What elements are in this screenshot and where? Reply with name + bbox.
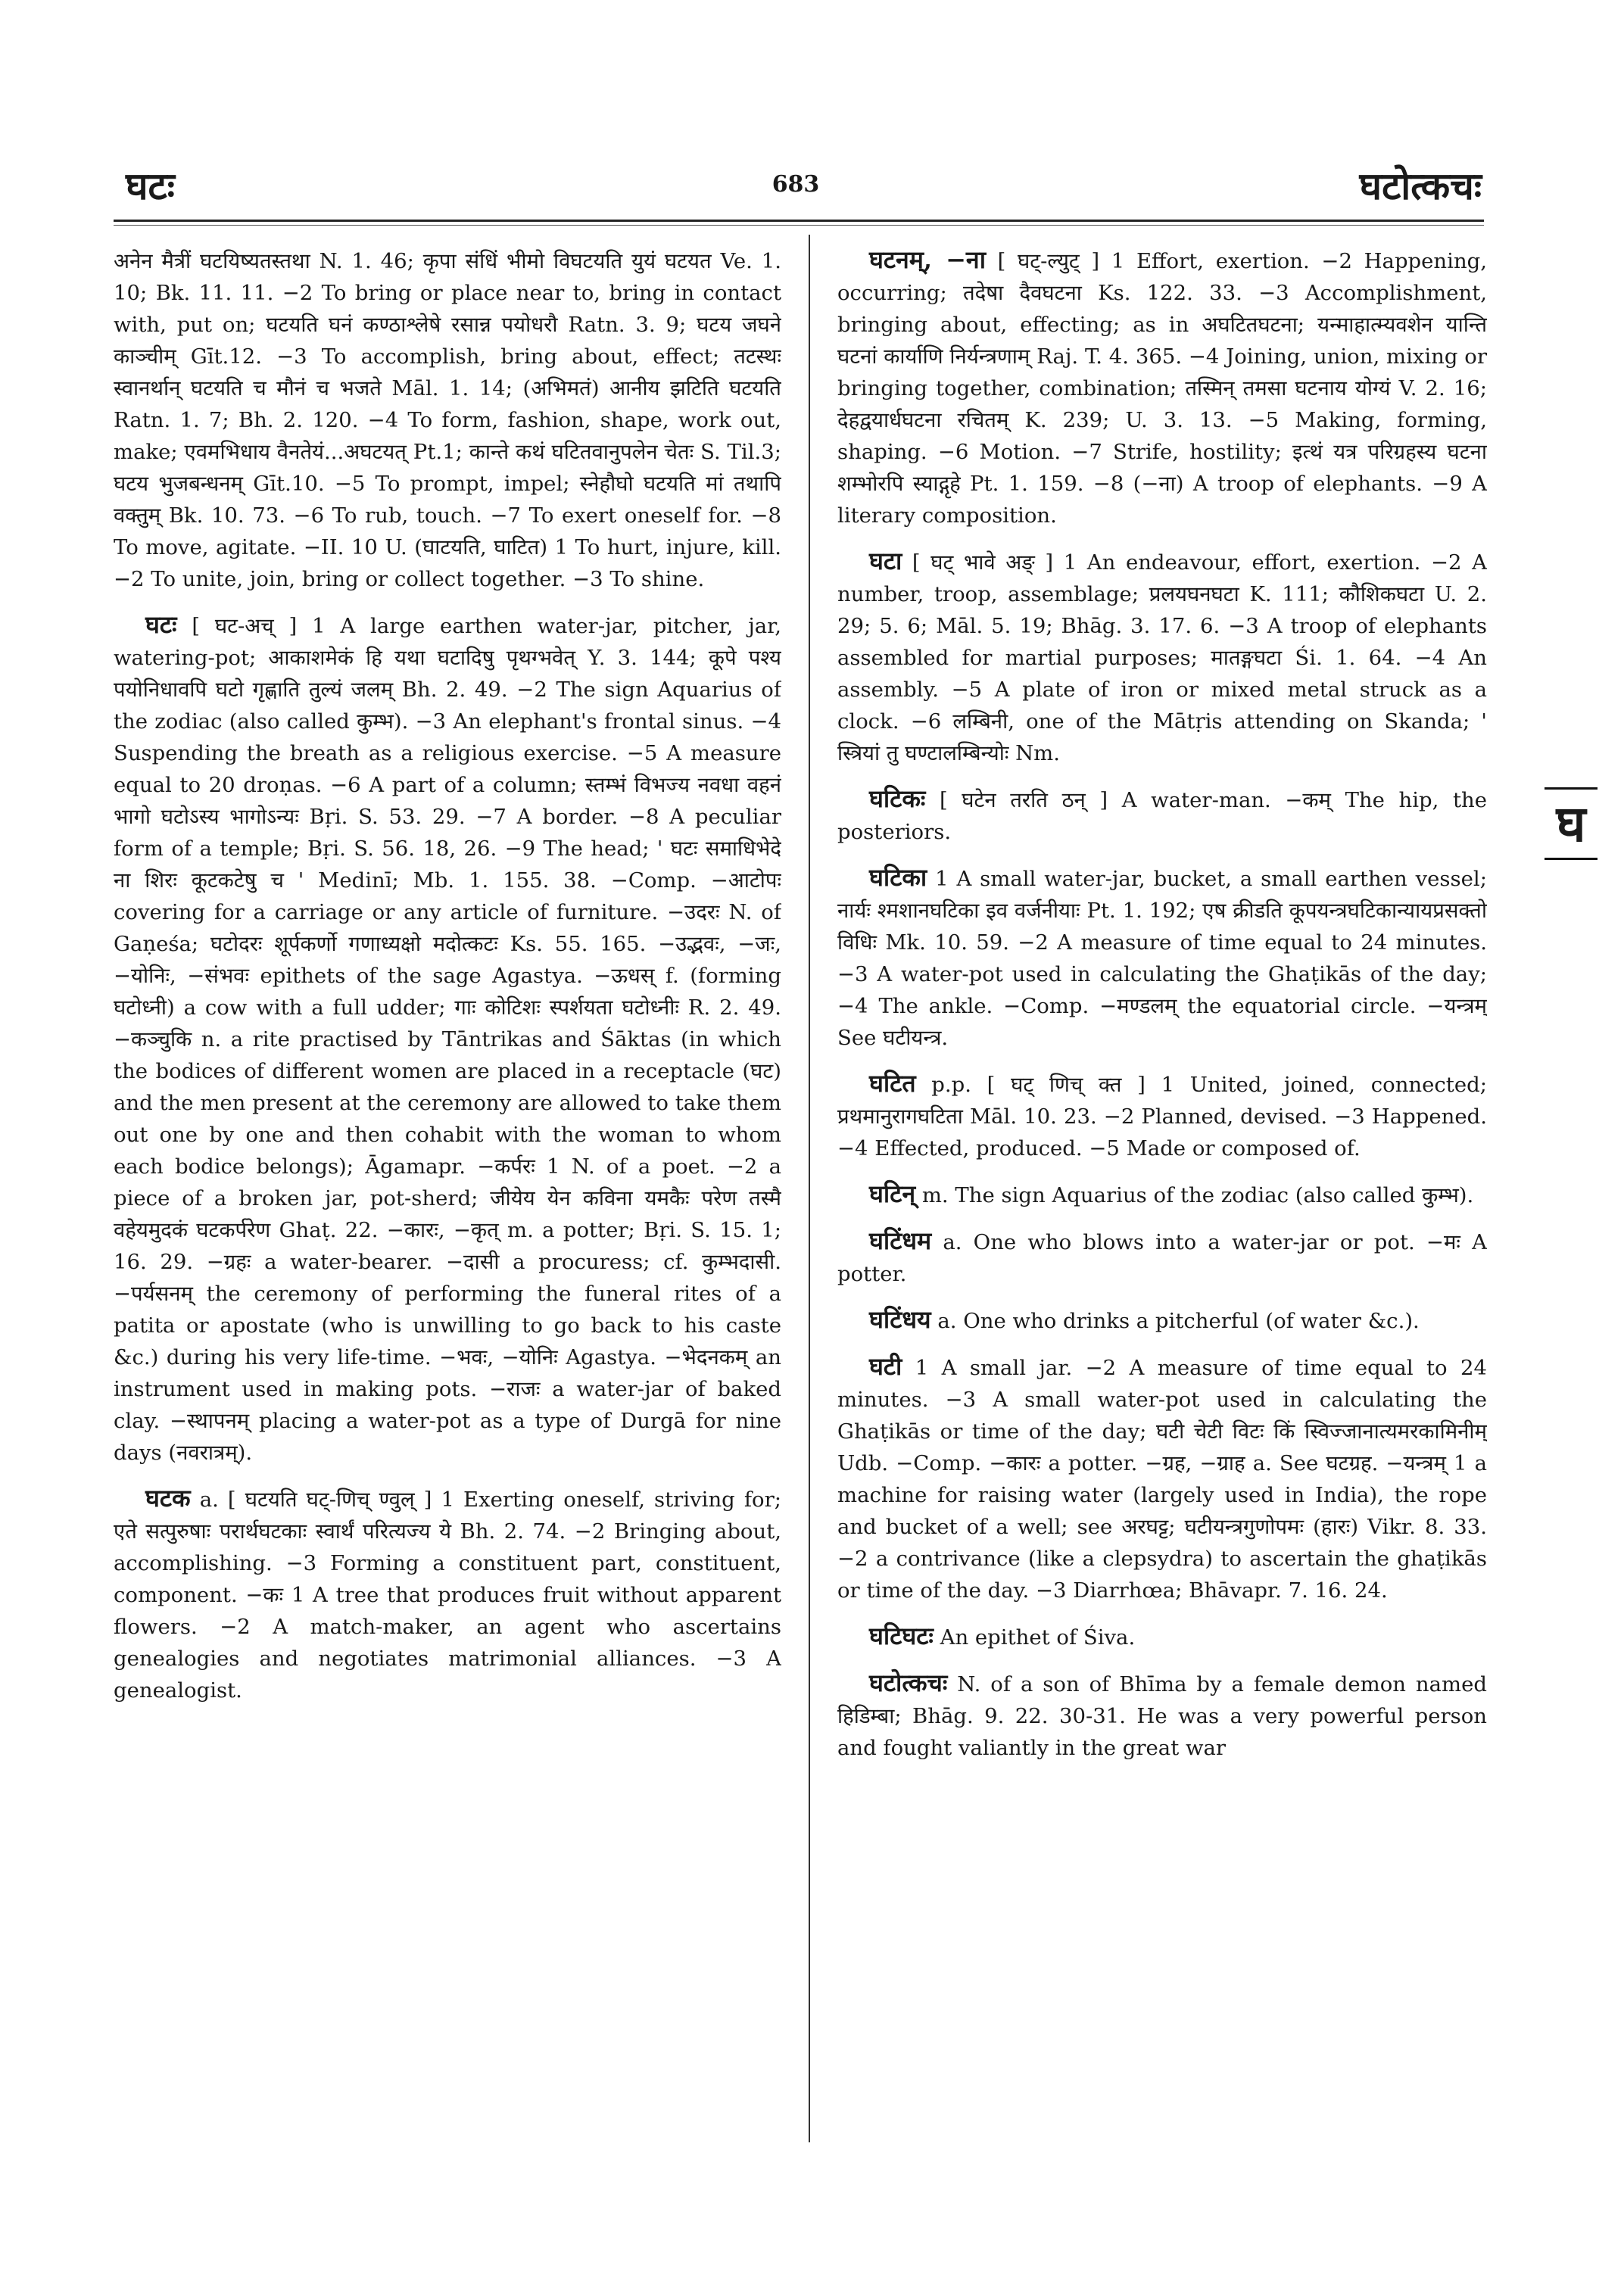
header-right-headword: घटोत्कचः — [1359, 164, 1482, 208]
entry-text: [ घट्-ल्युट् ] 1 Effort, exertion. −2 Happening, occurring; तदेषा दैवघटना Ks. 122. 33. −3 Accomplishment, bringing about, effecting; as in अघटितघटना; यन्माहात्म्यवशेन यान्ति घटनां कार्याणि निर्यन्त्रणाम् Raj. T. 4. 365. −4 Joining, union, mixing or bringing together, combination; तस्मिन् तमसा घटनाय योग्यं V. 2. 16; देहद्वयार्धघटना रचितम् K. 239; U. 3. 13. −5 Making, forming, shaping. −6 Motion. −7 Strife, hostility; इत्थं यत्र परिग्रहस्य घटना शम्भोरपि स्याद्गृहे Pt. 1. 159. −8 (−ना) A troop of elephants. −9 A literary composition. — [837, 249, 1487, 528]
entry-text: [ घटेन तरति ठन् ] A water-man. −कम् The hip, the posteriors. — [837, 788, 1487, 844]
header-rule-thin — [114, 225, 1484, 226]
dictionary-entry — [114, 244, 781, 595]
dictionary-entry — [837, 1304, 1487, 1337]
dictionary-entry — [837, 1620, 1487, 1653]
entry-headword: घटिन् — [869, 1179, 916, 1208]
entry-headword: घटिघटः — [869, 1622, 934, 1650]
dictionary-entry — [837, 244, 1487, 531]
entry-headword: घटी — [869, 1352, 902, 1381]
entry-headword: घटनम्, −ना — [869, 245, 986, 274]
entry-headword: घटा — [869, 547, 902, 575]
entry-headword: घटः — [145, 610, 177, 639]
column-divider — [809, 235, 810, 2142]
entry-text: An epithet of Śiva. — [940, 1625, 1136, 1650]
entry-text: [ घट-अच् ] 1 A large earthen water-jar, pitcher, jar, watering-pot; आकाशमेकं हि यथा घटादिषु पृथग्भवेत् Y. 3. 144; कूपे पश्य पयोनिधावपि घटो गृह्णाति तुल्यं जलम् Bh. 2. 49. −2 The sign Aquarius of the zodiac (also called कुम्भ). −3 An elephant's frontal sinus. −4 Suspending the breath as a religious exercise. −5 A measure equal to 20 droṇas. −6 A part of a column; स्तम्भं विभज्य नवधा वहनं भागो घटोऽस्य भागोऽन्यः Bṛi. S. 53. 29. −7 A border. −8 A peculiar form of a temple; Bṛi. S. 56. 18, 26. −9 The head; ' घटः समाधिभेदे ना शिरः कूटकटेषु च ' Medinī; Mb. 1. 155. 38. −Comp. −आटोपः covering for a carriage or any article of furniture. −उदरः N. of Gaṇeśa; घटोदरः शूर्पकर्णो गणाध्यक्षो मदोत्कटः Ks. 55. 165. −उद्भवः, −जः, −योनिः, −संभवः epithets of the sage Agastya. −ऊधस् f. (forming घटोध्नी) a cow with a full udder; गाः कोटिशः स्पर्शयता घटोध्नीः R. 2. 49. −कञ्चुकि n. a rite practised by Tāntrikas and Śāktas (in which the bodices of different women are placed in a receptacle (घट) and the men present at the ceremony are allowed to take them out one by one and then cohabit with the woman to whom each bodice belongs); Āgamapr. −कर्परः 1 N. of a poet. −2 a piece of a broken jar, pot-sherd; जीयेय येन कविना यमकैः परेण तस्मै वहेयमुदकं घटकर्परेण Ghaṭ. 22. −कारः, −कृत् m. a potter; Bṛi. S. 15. 1; 16. 29. −ग्रहः a water-bearer. −दासी a procuress; cf. कुम्भदासी. −पर्यसनम् the ceremony of performing the funeral rites of a patita or apostate (who is unwilling to go back to his caste &c.) during his very life-time. −भवः, −योनिः Agastya. −भेदनकम् an instrument used in making pots. −राजः a water-jar of baked clay. −स्थापनम् placing a water-pot as a type of Durgā for nine days (नवरात्रम्). — [114, 614, 781, 1465]
entry-text: p.p. [ घट् णिच् क्त ] 1 United, joined, connected; प्रथमानुरागघटिता Māl. 10. 23. −2 Planned, devised. −3 Happened. −4 Effected, produced. −5 Made or composed of. — [837, 1073, 1487, 1161]
entry-headword: घटिकः — [869, 784, 926, 813]
entry-headword: घटिंधय — [869, 1305, 931, 1334]
dictionary-entry — [114, 1482, 781, 1706]
entry-text: अनेन मैत्रीं घटयिष्यतस्तथा N. 1. 46; कृपा संधिं भीमो विघटयति युयं घटयत Ve. 1. 10; Bk. 11. 11. −2 To bring or place near to, bring in contact with, put on; घटयति घनं कण्ठाश्लेषे रसान्न पयोधरौ Ratn. 3. 9; घटय जघने काञ्चीम् Gīt.12. −3 To accomplish, bring about, effect; तटस्थः स्वानर्थान् घटयति च मौनं च भजते Māl. 1. 14; (अभिमतं) आनीय झटिति घटयति Ratn. 1. 7; Bh. 2. 120. −4 To form, fashion, shape, work out, make; एवमभिधाय वैनतेयं...अघटयत् Pt.1; कान्ते कथं घटितवानुपलेन चेतः S. Til.3; घटय भुजबन्धनम् Gīt.10. −5 To prompt, impel; स्नेहौघो घटयति मां तथापि वक्तुम् Bk. 10. 73. −6 To rub, touch. −7 To exert oneself for. −8 To move, agitate. −II. 10 U. (घाटयति, घाटित) 1 To hurt, injure, kill. −2 To unite, join, bring or collect together. −3 To shine. — [114, 249, 781, 591]
entry-text: m. The sign Aquarius of the zodiac (also called कुम्भ). — [921, 1183, 1474, 1207]
header-rule — [114, 220, 1484, 222]
entry-headword: घटिंधम — [869, 1226, 932, 1255]
dictionary-entry — [837, 545, 1487, 769]
dictionary-entry — [837, 1178, 1487, 1211]
entry-headword: घटिका — [869, 863, 927, 892]
dictionary-entry — [837, 861, 1487, 1054]
right-column — [837, 244, 1487, 2151]
dictionary-entry — [837, 1351, 1487, 1606]
left-column — [114, 244, 781, 2151]
entry-text: [ घट् भावे अङ् ] 1 An endeavour, effort, exertion. −2 A number, troop, assemblage; प्रलयघनघटा K. 111; कौशिकघटा U. 2. 29; 5. 6; Māl. 5. 19; Bhāg. 3. 17. 6. −3 A troop of elephants assembled for martial purposes; मातङ्गघटा Śi. 1. 64. −4 An assembly. −5 A plate of iron or mixed metal struck as a clock. −6 लम्बिनी, one of the Mātṛis attending on Skanda; ' स्त्रियां तु घण्टालम्बिन्योः Nm. — [837, 550, 1487, 765]
dictionary-entry — [837, 1225, 1487, 1290]
page-number: 683 — [771, 171, 820, 198]
entry-text: a. One who drinks a pitcherful (of water &c.). — [937, 1309, 1420, 1333]
dictionary-entry — [114, 609, 781, 1469]
entry-text: 1 A small jar. −2 A measure of time equal to 24 minutes. −3 A small water-pot used in calculating the Ghaṭikās or time of the day; घटी चेटी विटः किं स्विज्जानात्यमरकामिनीम् Udb. −Comp. −कारः a potter. −ग्रह, −ग्राह a. See घटग्रह. −यन्त्रम् 1 a machine for raising water (largely used in India), the rope and bucket of a well; see अरघट्ट; घटीयन्त्रगुणोपमः (हारः) Vikr. 8. 33. −2 a contrivance (like a clepsydra) to ascertain the ghaṭikās or time of the day. −3 Diarrhœa; Bhāvapr. 7. 16. 24. — [837, 1356, 1487, 1603]
entry-text: 1 A small water-jar, bucket, a small earthen vessel; नार्यः श्मशानघटिका इव वर्जनीयाः Pt. 1. 192; एष क्रीडति कूपयन्त्रघटिकान्यायप्रसक्तो विधिः Mk. 10. 59. −2 A measure of time equal to 24 minutes. −3 A water-pot used in calculating the Ghaṭikās of the day; −4 The ankle. −Comp. −मण्डलम् the equatorial circle. −यन्त्रम् See घटीयन्त्र. — [837, 867, 1487, 1050]
entry-text: N. of a son of Bhīma by a female demon named हिडिम्बा; Bhāg. 9. 22. 30-31. He was a very powerful person and fought valiantly in the great war — [837, 1672, 1487, 1760]
header-left-headword: घटः — [126, 164, 175, 208]
entry-text: a. [ घटयति घट्-णिच् ण्वुल् ] 1 Exerting oneself, striving for; एते सत्पुरुषाः परार्थघटकाः स्वार्थं परित्यज्य ये Bh. 2. 74. −2 Bringing about, accomplishing. −3 Forming a constituent part, constituent, component. −कः 1 A tree that produces fruit without apparent flowers. −2 A match-maker, an agent who ascertains genealogies and negotiates matrimonial alliances. −3 A genealogist. — [114, 1488, 781, 1703]
entry-text: a. One who blows into a water-jar or pot. −मः A potter. — [837, 1230, 1487, 1286]
dictionary-entry — [837, 783, 1487, 848]
thumb-index-tab: घ — [1545, 787, 1598, 860]
entry-headword: घटित — [869, 1069, 916, 1098]
entry-headword: घटोत्कचः — [869, 1668, 948, 1697]
dictionary-entry — [837, 1067, 1487, 1164]
entry-headword: घटक — [145, 1484, 191, 1513]
dictionary-entry — [837, 1667, 1487, 1764]
